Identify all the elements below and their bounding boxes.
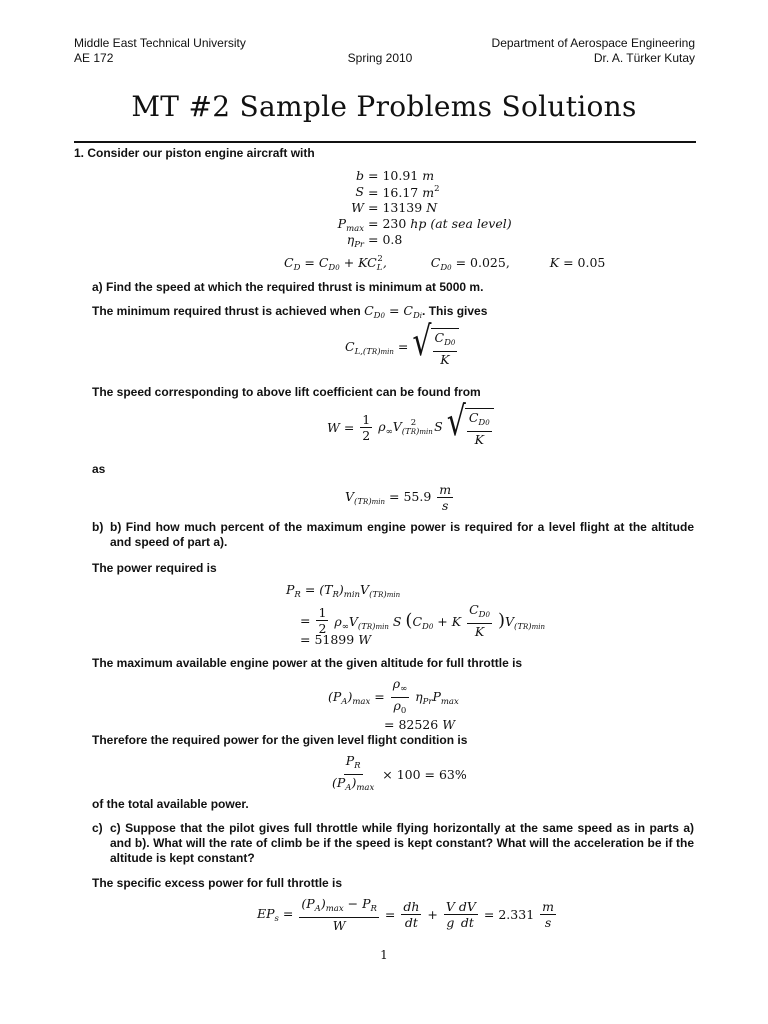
cl-min-thrust-equation: $C_{L,(TR)min}$ = √ $\frac{C_{D0}}{K}$ (345, 328, 459, 367)
part-a-text-2: The speed corresponding to above lift coefficient can be found from (92, 385, 481, 399)
part-a-text-1: The minimum required thrust is achieved when $C_{D0} = C_{Di}$. This gives (92, 303, 488, 321)
part-b-text-4: of the total available power. (92, 797, 249, 811)
part-b-text-1: The power required is (92, 561, 217, 575)
specific-excess-power-equation: $EP_s$ = $\frac{(P_A)_{max} - P_R}{W}$ = $\frac{dh}{dt}$ + $\frac{V}{g}$ $\frac{dV}{dt}$ = 2.331 $\frac{m}{s}$ (257, 896, 554, 933)
part-a-result: $V_{(TR)min} = 55.9$ $\frac{m}{s}$ (345, 482, 452, 513)
part-c-question: c) c) Suppose that the pilot gives full throttle while flying horizontally at the same speed as in parts a) and b). What will the rate of climb be if the speed is kept constant? What will the acceleration be if the altitude is kept constant? (92, 821, 694, 865)
power-available-equation: $(P_A)_{max}$ = $\frac{\rho_\infty}{\rho_0}$ $\eta_{Pr}P_{max}$ = 82526 W (328, 676, 459, 732)
part-b-text-2: The maximum available engine power at the given altitude for full throttle is (92, 656, 523, 670)
weight-lift-equation: W = $\frac{1}{2}$ $\rho_\infty V_{(TR)min}^2$ S √ $\frac{C_{D0}}{K}$ (327, 408, 494, 447)
page-number: 1 (380, 948, 388, 962)
drag-polar-equation: $C_D = C_{D0} + KC_L^2$, $C_{D0} = 0.025$, K = 0.05 (284, 254, 606, 273)
part-a-question: a) Find the speed at which the required thrust is minimum at 5000 m. (92, 280, 484, 294)
header-instructor: Dr. A. Türker Kutay (593, 51, 695, 65)
header-university: Middle East Technical University (74, 36, 246, 50)
problem-1-intro: 1. Consider our piston engine aircraft with (74, 146, 315, 160)
title-divider (74, 141, 696, 143)
header-department: Department of Aerospace Engineering (491, 36, 695, 50)
part-c-text-1: The specific excess power for full throttle is (92, 876, 343, 890)
power-required-equation: $P_R = (T_R)_{min}V_{(TR)min}$ = $\frac{1}{2}$ $\rho_\infty V_{(TR)min}$ S ($C_{D0} + K$ $\frac{C_{D0}}{K}$ )$V_{(TR)min}$ = 51899 W (286, 582, 545, 647)
header-term: Spring 2010 (347, 51, 413, 65)
page-title: MT #2 Sample Problems Solutions (131, 90, 637, 123)
given-values: b = 10.91 m S = 16.17 $m^2$ W = 13139 N $P_{max}$ = 230 hp (at sea level) $\eta_{Pr}$ = 0.8 (337, 168, 512, 250)
part-a-text-3: as (92, 462, 106, 476)
header-course: AE 172 (74, 51, 114, 65)
percent-equation: $\frac{P_R}{(P_A)_{max}}$ × 100 = 63% (332, 753, 467, 793)
part-b-question: b) b) Find how much percent of the maximum engine power is required for a level flight at the altitude and speed of part a). (92, 520, 694, 549)
part-b-text-3: Therefore the required power for the given level flight condition is (92, 733, 468, 747)
